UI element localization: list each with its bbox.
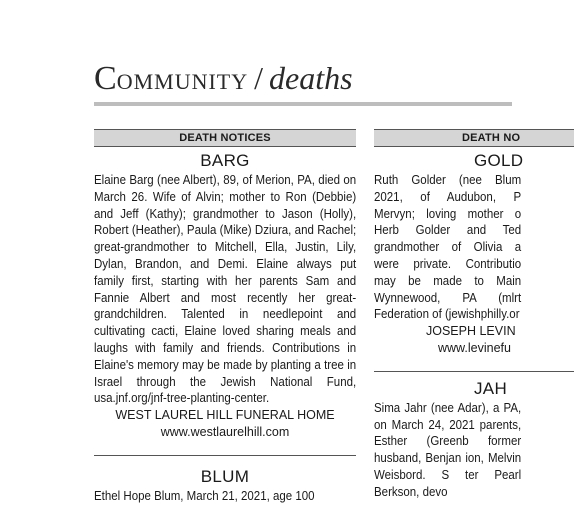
funeral-home: JOSEPH LEVIN [426, 324, 516, 339]
notice-blum [94, 466, 356, 505]
notice-text: Sima Jahr (nee Adar), a PA, on March 24, 2021 parents, Esther (Greenb former husband, Benjan ion, Melvin Weisbord. S ter Pearl Berkson, devo [374, 400, 522, 499]
notice-text: Ruth Golder (nee Blum 2021, of Audubon, P Mervyn; loving mother o Herb Golder and Ted grandmother of Olivia a were private. Contributio may be made to Main Wynnewood, PA (mlrt Federation of (jewishphilly.or [374, 173, 522, 322]
right-column [374, 129, 574, 501]
notice-name: GOLD [474, 151, 524, 170]
notice-barg [94, 150, 356, 441]
notice-divider [374, 371, 574, 372]
section-subtitle: deaths [269, 60, 353, 96]
section-title [94, 58, 353, 99]
section-title-slash: / [254, 60, 264, 96]
notice-divider [94, 455, 356, 456]
funeral-home: WEST LAUREL HILL FUNERAL HOME [115, 408, 335, 423]
notice-jahr [374, 378, 574, 501]
notice-name: BLUM [200, 466, 250, 486]
funeral-home-website: www.westlaurelhill.com [160, 424, 290, 439]
death-notices-label: DEATH NOTICES [94, 129, 356, 147]
notice-name: BARG [200, 151, 250, 170]
section-title-rest: ommunity [116, 60, 249, 96]
notice-text: Ethel Hope Blum, March 21, 2021, age 100 [94, 488, 315, 503]
notice-name: JAH [474, 378, 508, 398]
funeral-home-website: www.levinefu [438, 340, 511, 355]
header-rule [94, 102, 512, 106]
notice-text: Elaine Barg (nee Albert), 89, of Merion, PA, died on March 26. Wife of Alvin; mother to Ron (Debbie) and Jeff (Kathy); grandmother to Jason (Holly), Robert (Heather), Paula (Mike) Dziura, and Rachel; great-grandmother to Mitchell, Ella, Justin, Lily, Dylan, Brandon, and Demi. Elaine always put family first, starting with her parents Sam and Fannie Albert and most recently her great-grandchildren. Talented in needlepoint and cultivating cacti, Elaine loved sharing meals and laughs with family and friends. Contributions in Elaine's memory may be made by planting a tree in Israel through the Jewish National Fund, usa.jnf.org/jnf-tree-planting-center. [94, 173, 357, 406]
death-notices-label: DEATH NO [374, 129, 574, 147]
notice-golder [374, 150, 574, 357]
section-title-initial: C [94, 60, 117, 97]
left-column [94, 129, 356, 505]
